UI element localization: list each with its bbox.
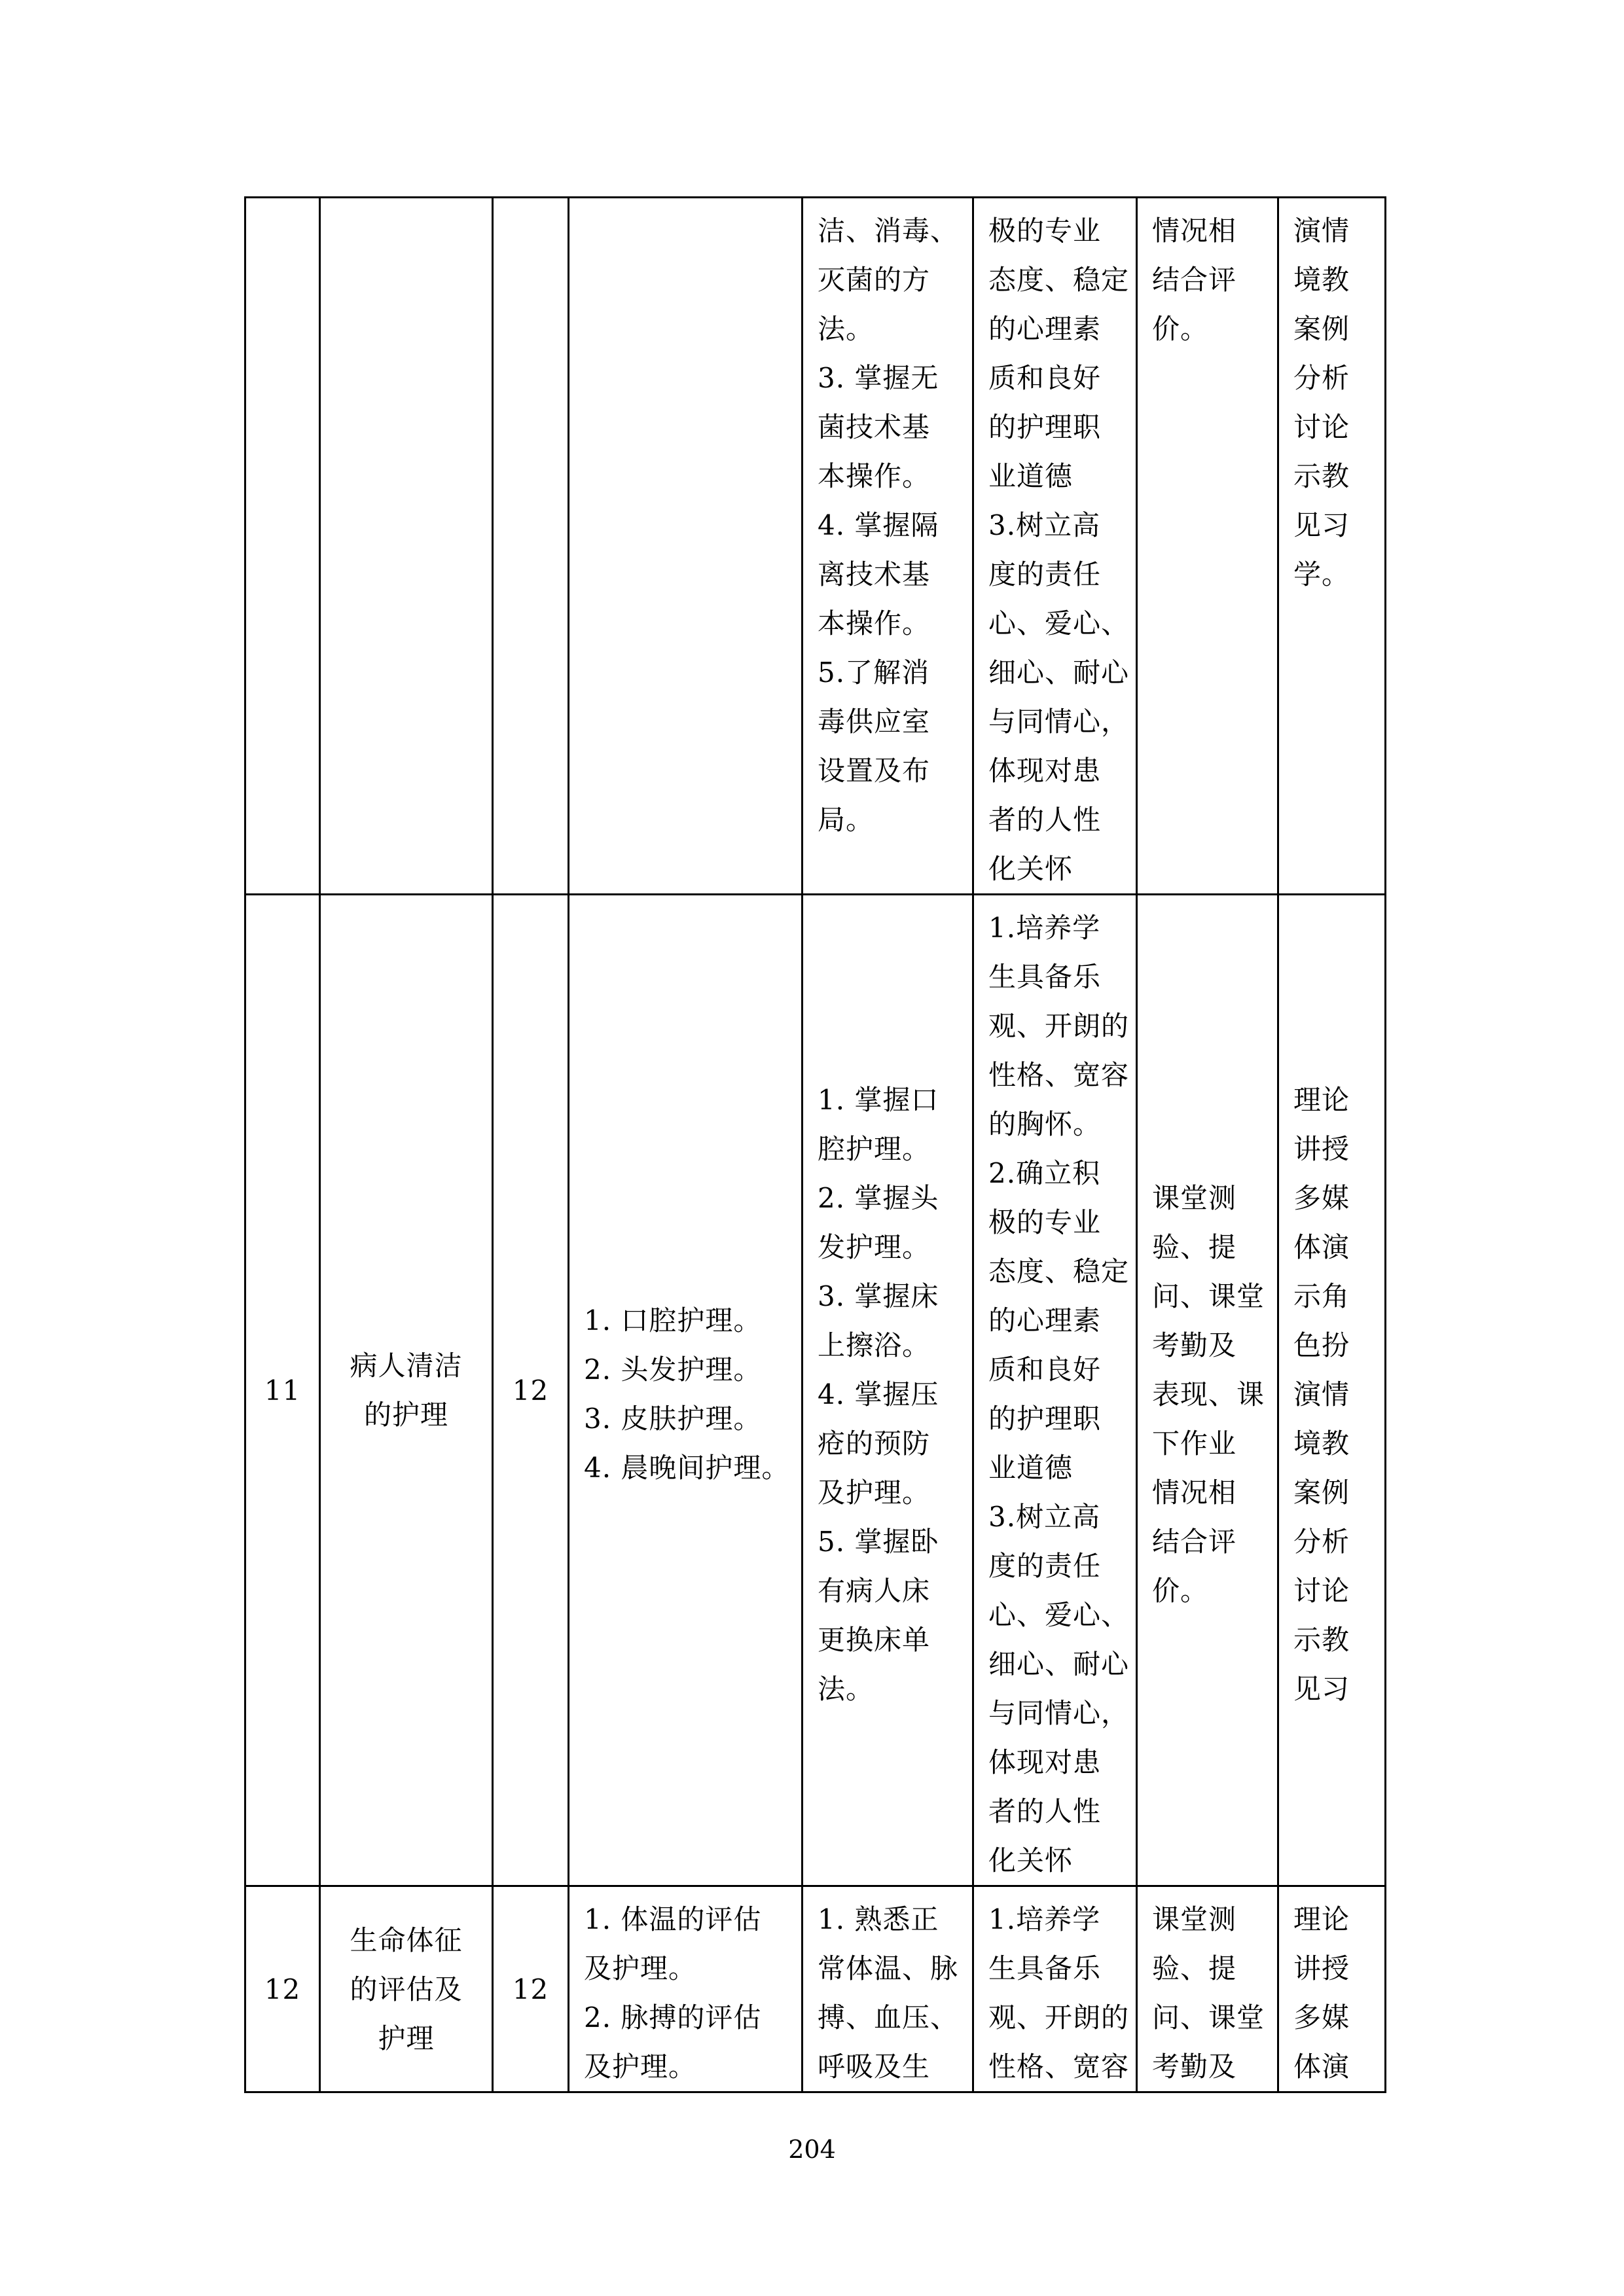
quality-line: 心、爱心、 — [988, 607, 1130, 639]
quality-line: 体现对患 — [988, 755, 1102, 787]
knowledge-line: 4. 掌握隔 — [818, 509, 939, 541]
method-line: 理论 — [1293, 1903, 1350, 1935]
cell-topic — [320, 895, 493, 1886]
content-line: 4. 晨晚间护理。 — [584, 1452, 790, 1484]
knowledge-line: 发护理。 — [818, 1230, 931, 1263]
evaluation-line: 验、提 — [1152, 1952, 1237, 1984]
evaluation-line: 问、课堂 — [1152, 1280, 1265, 1312]
quality-line: 化关怀 — [988, 853, 1074, 885]
topic-line: 病人清洁 — [350, 1350, 463, 1382]
evaluation-line: 表现、课 — [1152, 1378, 1265, 1410]
quality-line: 心、爱心、 — [988, 1599, 1130, 1631]
knowledge-line: 疮的预防 — [818, 1427, 931, 1460]
quality-line: 质和良好 — [988, 1354, 1102, 1386]
method-line: 学。 — [1293, 558, 1350, 590]
cell-content — [569, 198, 803, 895]
evaluation-line: 价。 — [1152, 1574, 1209, 1607]
knowledge-line: 5.了解消 — [818, 656, 930, 689]
evaluation-line: 考勤及 — [1152, 2051, 1237, 2083]
quality-line: 者的人性 — [988, 804, 1102, 836]
knowledge-line: 腔护理。 — [818, 1132, 931, 1165]
method-line: 示教 — [1293, 460, 1350, 492]
method-line: 多媒 — [1293, 2001, 1350, 2034]
knowledge-line: 法。 — [818, 313, 875, 345]
method-line: 分析 — [1293, 362, 1350, 394]
topic-line: 护理 — [378, 2022, 435, 2054]
quality-line: 体现对患 — [988, 1746, 1102, 1778]
quality-line: 度的责任 — [988, 558, 1102, 590]
cell-topic — [320, 1886, 493, 2092]
quality-line: 与同情心， — [988, 1697, 1130, 1729]
cell-content — [569, 1886, 803, 2092]
knowledge-line: 毒供应室 — [818, 706, 931, 738]
quality-line: 细心、耐心 — [988, 1648, 1130, 1680]
table-body — [245, 198, 1386, 2092]
method-line: 分析 — [1293, 1525, 1350, 1558]
content-line: 2. 脉搏的评估 — [584, 2001, 762, 2034]
content-line: 及护理。 — [584, 1952, 697, 1984]
syllabus-table — [244, 196, 1386, 2093]
evaluation-line: 课堂测 — [1152, 1181, 1237, 1214]
cell-no: 11 — [245, 895, 320, 1886]
method-line: 理论 — [1293, 1083, 1350, 1116]
knowledge-line: 设置及布 — [818, 755, 931, 787]
quality-line: 极的专业 — [988, 215, 1102, 247]
quality-line: 者的人性 — [988, 1795, 1102, 1827]
quality-line: 态度、稳定 — [988, 1255, 1130, 1287]
method-line: 讨论 — [1293, 1574, 1350, 1607]
quality-line: 的胸怀。 — [988, 1108, 1102, 1140]
cell-topic — [320, 198, 493, 895]
quality-line: 化关怀 — [988, 1844, 1074, 1876]
knowledge-line: 有病人床 — [818, 1574, 931, 1607]
evaluation-line: 课堂测 — [1152, 1903, 1237, 1935]
quality-line: 与同情心， — [988, 706, 1130, 738]
table-row — [245, 198, 1386, 895]
table-row — [245, 895, 1386, 1886]
cell-no: 12 — [245, 1886, 320, 2092]
table-row — [245, 1886, 1386, 2092]
cell-method — [1278, 895, 1386, 1886]
quality-line: 态度、稳定 — [988, 264, 1130, 296]
quality-line: 细心、耐心 — [988, 656, 1130, 689]
evaluation-line: 结合评 — [1152, 264, 1237, 296]
content-line: 及护理。 — [584, 2051, 697, 2083]
cell-hours: 12 — [493, 895, 569, 1886]
quality-line: 业道德 — [988, 460, 1074, 492]
quality-line: 观、开朗的 — [988, 2001, 1130, 2034]
method-line: 体演 — [1293, 1230, 1350, 1263]
cell-quality — [973, 1886, 1137, 2092]
quality-line: 的心理素 — [988, 1304, 1102, 1336]
cell-knowledge — [803, 1886, 973, 2092]
knowledge-line: 及护理。 — [818, 1476, 931, 1509]
evaluation-line: 情况相 — [1152, 1476, 1237, 1509]
cell-content — [569, 895, 803, 1886]
method-line: 演情 — [1293, 215, 1350, 247]
topic-line: 的护理 — [363, 1399, 448, 1431]
method-line: 多媒 — [1293, 1181, 1350, 1214]
method-line: 示教 — [1293, 1623, 1350, 1656]
quality-line: 业道德 — [988, 1452, 1074, 1484]
cell-knowledge — [803, 198, 973, 895]
knowledge-line: 离技术基 — [818, 558, 931, 590]
cell-quality — [973, 895, 1137, 1886]
quality-line: 2.确立积 — [988, 1157, 1101, 1189]
method-line: 示角 — [1293, 1280, 1350, 1312]
method-line: 体演 — [1293, 2051, 1350, 2083]
knowledge-line: 3. 掌握无 — [818, 362, 939, 394]
quality-line: 3.树立高 — [988, 1501, 1101, 1533]
evaluation-line: 价。 — [1152, 313, 1209, 345]
knowledge-line: 3. 掌握床 — [818, 1280, 939, 1312]
cell-hours: 12 — [493, 1886, 569, 2092]
page-number: 204 — [788, 2135, 836, 2164]
content-line: 3. 皮肤护理。 — [584, 1403, 762, 1435]
content-line: 1. 体温的评估 — [584, 1903, 762, 1935]
quality-line: 质和良好 — [988, 362, 1102, 394]
cell-evaluation — [1137, 1886, 1278, 2092]
quality-line: 性格、宽容 — [988, 1059, 1130, 1091]
evaluation-line: 情况相 — [1152, 215, 1237, 247]
evaluation-line: 问、课堂 — [1152, 2001, 1265, 2034]
method-line: 讲授 — [1293, 1132, 1350, 1165]
knowledge-line: 洁、消毒、 — [818, 215, 959, 247]
method-line: 色扮 — [1293, 1329, 1350, 1361]
knowledge-line: 常体温、脉 — [818, 1952, 959, 1984]
knowledge-line: 灭菌的方 — [818, 264, 931, 296]
cell-evaluation — [1137, 198, 1278, 895]
method-line: 案例 — [1293, 313, 1350, 345]
content-line: 2. 头发护理。 — [584, 1354, 762, 1386]
knowledge-line: 呼吸及生 — [818, 2051, 931, 2083]
method-line: 讨论 — [1293, 411, 1350, 443]
quality-line: 观、开朗的 — [988, 1010, 1130, 1042]
knowledge-line: 上擦浴。 — [818, 1329, 931, 1361]
cell-quality — [973, 198, 1137, 895]
quality-line: 的心理素 — [988, 313, 1102, 345]
evaluation-line: 结合评 — [1152, 1525, 1237, 1558]
method-line: 讲授 — [1293, 1952, 1350, 1984]
quality-line: 生具备乐 — [988, 961, 1102, 993]
knowledge-line: 法。 — [818, 1672, 875, 1705]
content-line: 1. 口腔护理。 — [584, 1304, 762, 1336]
method-line: 案例 — [1293, 1476, 1350, 1509]
method-line: 境教 — [1293, 1427, 1350, 1460]
method-line: 境教 — [1293, 264, 1350, 296]
quality-line: 生具备乐 — [988, 1952, 1102, 1984]
evaluation-line: 下作业 — [1152, 1427, 1237, 1460]
evaluation-line: 考勤及 — [1152, 1329, 1237, 1361]
quality-line: 度的责任 — [988, 1550, 1102, 1582]
cell-hours — [493, 198, 569, 895]
cell-knowledge — [803, 895, 973, 1886]
quality-line: 极的专业 — [988, 1206, 1102, 1238]
quality-line: 性格、宽容 — [988, 2051, 1130, 2083]
method-line: 见习 — [1293, 1672, 1350, 1705]
quality-line: 3.树立高 — [988, 509, 1101, 541]
method-line: 见习 — [1293, 509, 1350, 541]
knowledge-line: 5. 掌握卧 — [818, 1525, 939, 1558]
cell-method — [1278, 198, 1386, 895]
evaluation-line: 验、提 — [1152, 1230, 1237, 1263]
cell-no — [245, 198, 320, 895]
knowledge-line: 菌技术基 — [818, 411, 931, 443]
quality-line: 的护理职 — [988, 411, 1102, 443]
knowledge-line: 2. 掌握头 — [818, 1181, 939, 1214]
topic-line: 的评估及 — [350, 1973, 463, 2005]
knowledge-line: 局。 — [818, 804, 875, 836]
knowledge-line: 1. 掌握口 — [818, 1083, 939, 1116]
knowledge-line: 本操作。 — [818, 607, 931, 639]
knowledge-line: 1. 熟悉正 — [818, 1903, 939, 1935]
quality-line: 1.培养学 — [988, 912, 1101, 944]
knowledge-line: 搏、血压、 — [818, 2001, 959, 2034]
cell-evaluation — [1137, 895, 1278, 1886]
cell-method — [1278, 1886, 1386, 2092]
method-line: 演情 — [1293, 1378, 1350, 1410]
quality-line: 1.培养学 — [988, 1903, 1101, 1935]
knowledge-line: 4. 掌握压 — [818, 1378, 939, 1410]
knowledge-line: 更换床单 — [818, 1623, 931, 1656]
quality-line: 的护理职 — [988, 1403, 1102, 1435]
knowledge-line: 本操作。 — [818, 460, 931, 492]
topic-line: 生命体征 — [350, 1924, 463, 1956]
